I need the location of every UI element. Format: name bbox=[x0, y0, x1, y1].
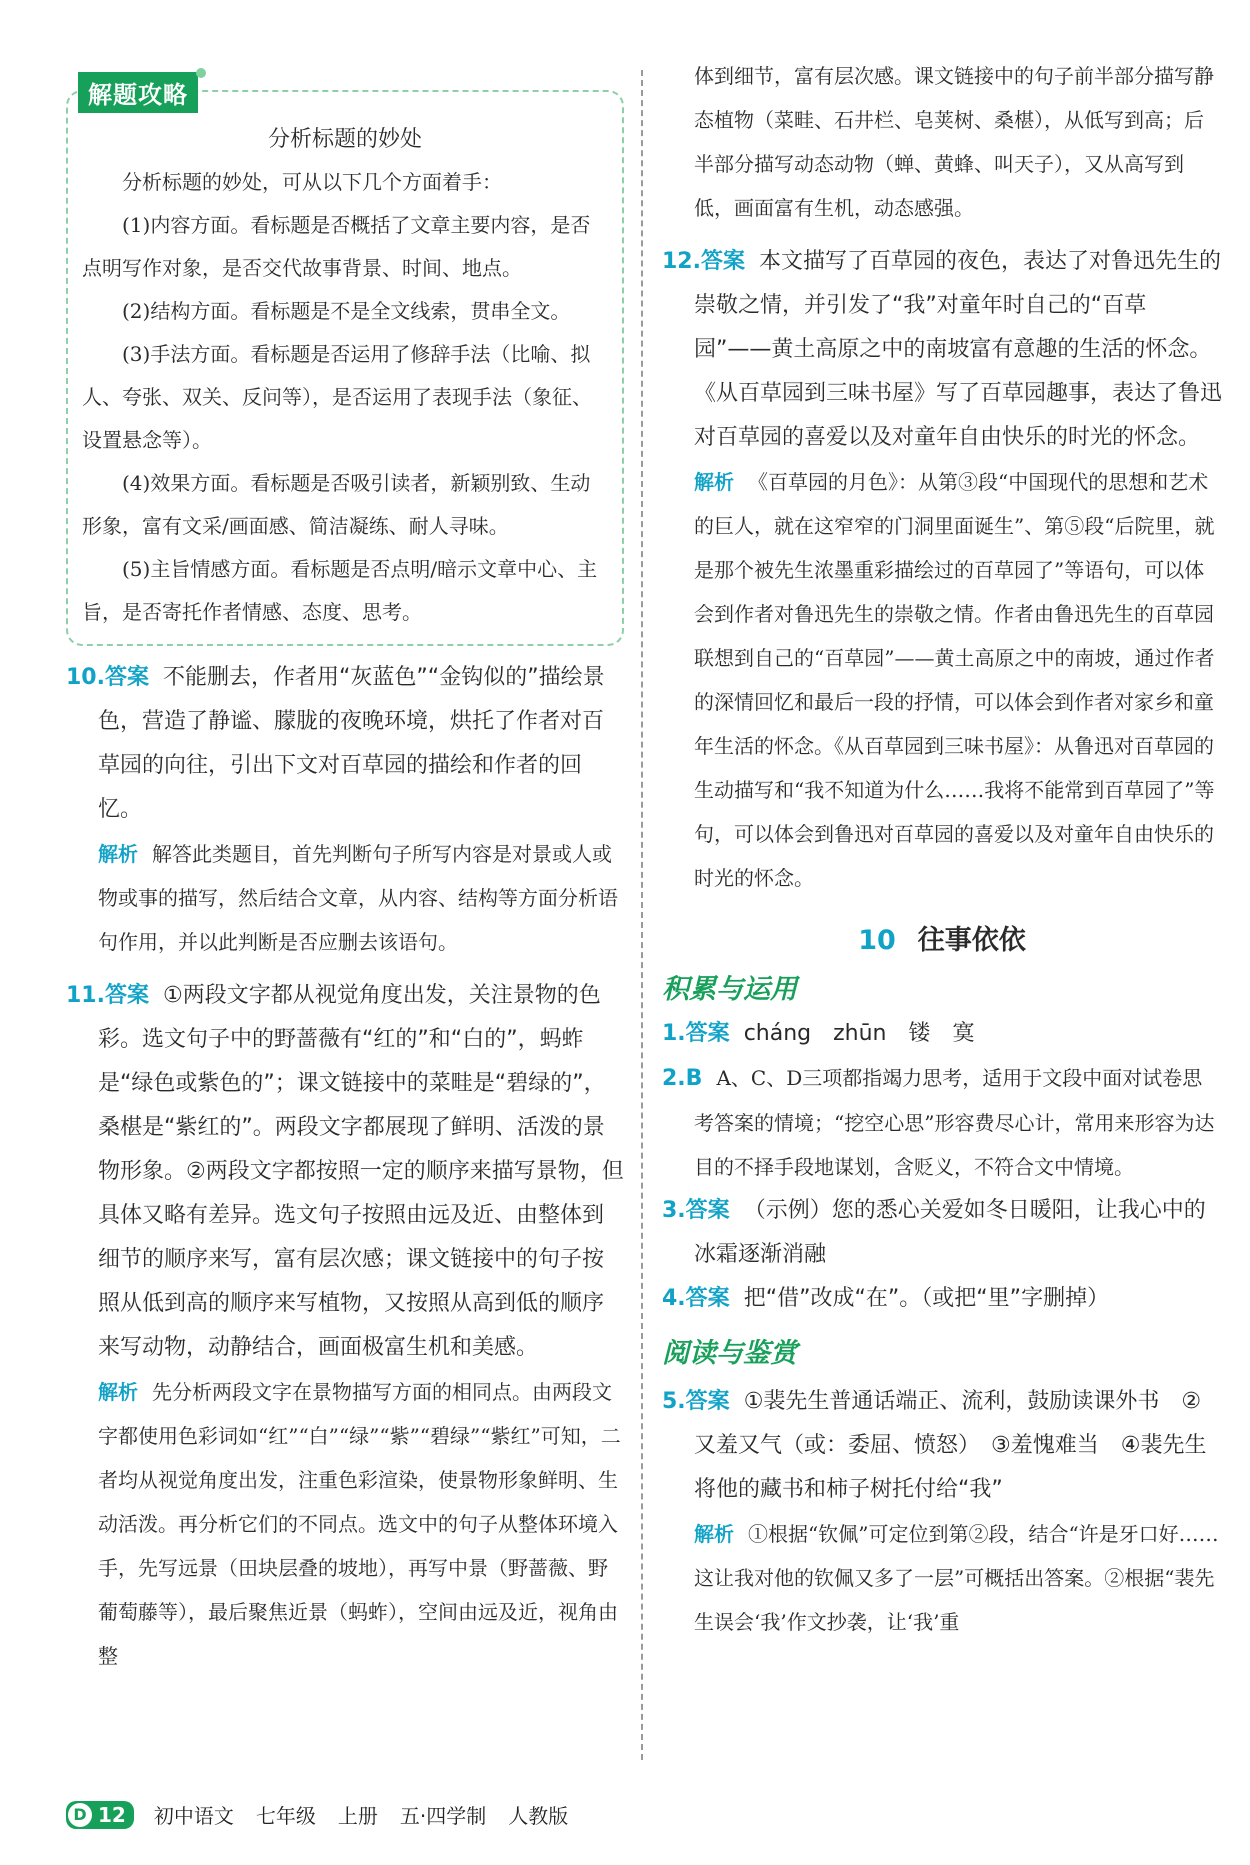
s1-item-2 bbox=[662, 1056, 1222, 1189]
tip-box bbox=[66, 81, 624, 646]
section-heading-reading: 阅读与鉴赏 bbox=[662, 1338, 797, 1369]
footer-edition: 人教版 bbox=[508, 1804, 569, 1828]
question-5 bbox=[662, 1380, 1222, 1644]
answer-tag: 答案 bbox=[685, 1389, 730, 1414]
answer-10 bbox=[66, 656, 624, 832]
question-number: 4. bbox=[662, 1286, 686, 1311]
analysis-tag: 解析 bbox=[694, 470, 734, 494]
chapter-number: 10 bbox=[858, 925, 896, 956]
answer-text: ①裴先生普通话端正、流利，鼓励读课外书 ②又羞又气（或：委屈、愤怒） ③羞愧难当 ④裴先生将他的藏书和柿子树托付给“我” bbox=[694, 1389, 1207, 1502]
question-number: 10. bbox=[66, 665, 105, 690]
question-number: 2. bbox=[662, 1066, 686, 1091]
left-column bbox=[66, 60, 624, 1678]
analysis-5 bbox=[662, 1512, 1222, 1644]
chapter-name: 往事依依 bbox=[917, 925, 1026, 956]
answer-tag: 答案 bbox=[685, 1198, 730, 1223]
analysis-tag: 解析 bbox=[98, 842, 138, 866]
analysis-text: 先分析两段文字在景物描写方面的相同点。由两段文字都使用色彩词如“红”“白”“绿”“紫”“碧绿”“紫红”可知，二者均从视觉角度出发，注重色彩渲染，使景物形象鲜明、生动活泼。再分析它们的不同点。选文中的句子从整体环境入手，先写远景（田块层叠的坡地），再写中景（野蔷薇、野葡萄藤等），最后聚焦近景（蚂蚱），空间由远及近，视角由整 bbox=[98, 1380, 621, 1668]
question-10 bbox=[66, 656, 624, 964]
answer-text: ①两段文字都从视觉角度出发，关注景物的色彩。选文句子中的野蔷薇有“红的”和“白的”，蚂蚱是“绿色或紫色的”；课文链接中的菜畦是“碧绿的”，桑椹是“紫红的”。两段文字都展现了鲜明、活泼的景物形象。②两段文字都按照一定的顺序来描写景物，但具体又略有差异。选文句子按照由远及近、由整体到细节的顺序来写，富有层次感；课文链接中的句子按照从低到高的顺序来写植物，又按照从高到低的顺序来写动物，动静结合，画面极富生机和美感。 bbox=[98, 983, 624, 1360]
section-heading-accumulation: 积累与运用 bbox=[662, 974, 797, 1005]
answer-tag: B bbox=[685, 1066, 703, 1091]
tip-badge: 解题攻略 bbox=[78, 72, 198, 113]
answer-tag: 答案 bbox=[685, 1021, 730, 1046]
analysis-10 bbox=[66, 832, 624, 964]
tip-paragraph: (4)效果方面。看标题是否吸引读者，新颖别致、生动形象，富有文采/画面感、简洁凝练、耐人寻味。 bbox=[82, 471, 591, 538]
answer-text: A、C、D三项都指竭力思考，适用于文段中面对试卷思考答案的情境；“挖空心思”形容费尽心计，常用来形容为达目的不择手段地谋划，含贬义，不符合文中情境。 bbox=[694, 1066, 1215, 1179]
answer-11 bbox=[66, 974, 624, 1370]
s1-item-4 bbox=[662, 1277, 1222, 1321]
footer-system: 五·四学制 bbox=[399, 1804, 487, 1828]
level-letter: D bbox=[68, 1803, 92, 1827]
answer-tag: 答案 bbox=[104, 983, 149, 1008]
answer-tag: 答案 bbox=[104, 665, 149, 690]
analysis-11-continued: 体到细节，富有层次感。课文链接中的句子前半部分描写静态植物（菜畦、石井栏、皂荚树、桑椹），从低写到高；后半部分描写动态动物（蝉、黄蜂、叫天子），又从高写到低，画面富有生机，动态感强。 bbox=[694, 64, 1214, 220]
right-column bbox=[662, 60, 1222, 1644]
analysis-text: 《百草园的月色》：从第③段“中国现代的思想和艺术的巨人，就在这窄窄的门洞里面诞生”、第⑤段“后院里，就是那个被先生浓墨重彩描绘过的百草园了”等语句，可以体会到作者对鲁迅先生的崇敬之情。作者由鲁迅先生的百草园联想到自己的“百草园”——黄土高原之中的南坡，通过作者的深情回忆和最后一段的抒情，可以体会到作者对家乡和童年生活的怀念。《从百草园到三味书屋》：从鲁迅对百草园的生动描写和“我不知道为什么……我将不能常到百草园了”等句，可以体会到鲁迅对百草园的喜爱以及对童年自由快乐的时光的怀念。 bbox=[694, 470, 1215, 890]
page-footer bbox=[66, 1800, 590, 1829]
answer-12 bbox=[662, 240, 1222, 460]
answer-5 bbox=[662, 1380, 1222, 1512]
answer-tag: 答案 bbox=[685, 1286, 730, 1311]
answer-text: 本文描写了百草园的夜色，表达了对鲁迅先生的崇敬之情，并引发了“我”对童年时自己的“百草园”——黄土高原之中的南坡富有意趣的生活的怀念。《从百草园到三味书屋》写了百草园趣事，表达了鲁迅对百草园的喜爱以及对童年自由快乐的时光的怀念。 bbox=[694, 249, 1223, 450]
page-number: 12 bbox=[98, 1802, 126, 1827]
footer-grade: 七年级 bbox=[255, 1804, 316, 1828]
tip-paragraph: (5)主旨情感方面。看标题是否点明/暗示文章中心、主旨，是否寄托作者情感、态度、思考。 bbox=[82, 557, 598, 624]
question-number: 5. bbox=[662, 1389, 686, 1414]
page-badge bbox=[66, 1801, 134, 1829]
column-divider bbox=[641, 70, 643, 1760]
footer-subject: 初中语文 bbox=[153, 1804, 234, 1828]
question-11 bbox=[66, 974, 624, 1678]
question-number: 1. bbox=[662, 1021, 686, 1046]
answer-text: 把“借”改成“在”。（或把“里”字删掉） bbox=[743, 1286, 1110, 1311]
footer-volume: 上册 bbox=[337, 1804, 378, 1828]
analysis-text: 解答此类题目，首先判断句子所写内容是对景或人或物或事的描写，然后结合文章，从内容、结构等方面分析语句作用，并以此判断是否应删去该语句。 bbox=[98, 842, 618, 954]
analysis-tag: 解析 bbox=[98, 1380, 138, 1404]
s1-item-3 bbox=[662, 1189, 1222, 1277]
analysis-tag: 解析 bbox=[694, 1522, 734, 1546]
answer-tag: 答案 bbox=[700, 249, 745, 274]
chapter-title bbox=[662, 918, 1222, 957]
question-number: 11. bbox=[66, 983, 105, 1008]
answer-text: cháng zhūn 镂 寞 bbox=[743, 1021, 975, 1046]
answer-text: （示例）您的悉心关爱如冬日暖阳，让我心中的冰霜逐渐消融 bbox=[694, 1198, 1206, 1267]
analysis-11 bbox=[66, 1370, 624, 1678]
s1-item-1 bbox=[662, 1012, 1222, 1056]
analysis-text: ①根据“钦佩”可定位到第②段，结合“许是牙口好……这让我对他的钦佩又多了一层”可概括出答案。②根据“裴先生误会‘我’作文抄袭，让‘我’重 bbox=[694, 1522, 1219, 1634]
tip-paragraph: (1)内容方面。看标题是否概括了文章主要内容，是否点明写作对象，是否交代故事背景、时间、地点。 bbox=[82, 213, 591, 280]
tip-paragraph: (3)手法方面。看标题是否运用了修辞手法（比喻、拟人、夸张、双关、反问等），是否运用了表现手法（象征、设置悬念等）。 bbox=[82, 342, 592, 452]
answer-text: 不能删去，作者用“灰蓝色”“金钩似的”描绘景色，营造了静谧、朦胧的夜晚环境，烘托了作者对百草园的向往，引出下文对百草园的描绘和作者的回忆。 bbox=[98, 665, 605, 822]
tip-title: 分析标题的妙处 bbox=[267, 127, 422, 152]
tip-paragraph: 分析标题的妙处，可从以下几个方面着手： bbox=[122, 170, 502, 194]
question-number: 12. bbox=[662, 249, 701, 274]
analysis-12 bbox=[662, 460, 1222, 900]
tip-paragraph: (2)结构方面。看标题是不是全文线索，贯串全文。 bbox=[122, 299, 571, 323]
question-12 bbox=[662, 240, 1222, 900]
question-number: 3. bbox=[662, 1198, 686, 1223]
